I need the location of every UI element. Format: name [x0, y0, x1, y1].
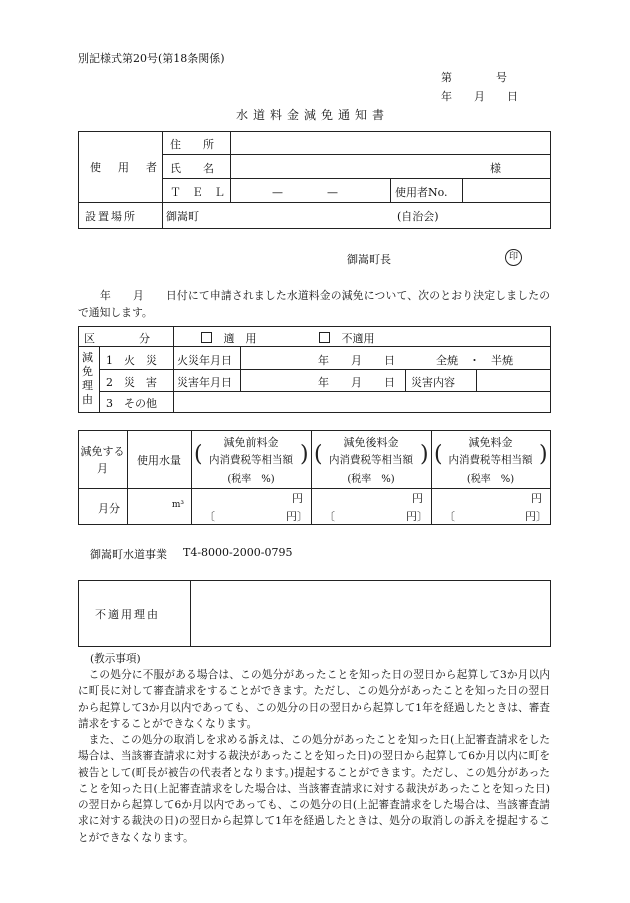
- number-label: 第 号: [441, 71, 507, 84]
- disaster-detail-field[interactable]: [478, 371, 548, 390]
- name-field[interactable]: [236, 155, 486, 177]
- not-applicable-reason-field[interactable]: [194, 583, 547, 643]
- usage-unit: m³: [171, 500, 184, 510]
- location-value: 御嵩町: [166, 210, 199, 223]
- user-no-field[interactable]: [465, 180, 549, 201]
- address-label: 住 所: [170, 138, 214, 151]
- other-field[interactable]: [176, 393, 548, 411]
- applicable-label: 適 用: [223, 332, 257, 345]
- not-applicable-checkbox[interactable]: [319, 332, 330, 343]
- notice-paragraph-1: この処分に不服がある場合は、この処分があったことを知った日の翌日から起算して3か月以内に町長に対して審査請求をすることができます。ただし、この処分があったことを知った日の翌日から起算して3か月以内であっても、この処分の日の翌日から起算して1年を経過したときは、審査請求をすることができなくなります。: [78, 669, 550, 730]
- reduction-tax-rate-label: (税率 %): [466, 474, 515, 485]
- name-label: 氏 名: [170, 162, 214, 175]
- user-no-label: 使用者No.: [395, 186, 448, 199]
- tel-field[interactable]: — —: [272, 186, 338, 199]
- business-reg-no: T4-8000-2000-0795: [183, 546, 293, 559]
- notice-paragraph-2: また、この処分の取消しを求める訴えは、この処分があったことを知った日(上記審査請求をした場合は、当該審査請求に対する裁決があったことを知った日)の翌日から起算して6か月以内に町を被告として(町長が被告の代表者となります。)提起することができます。ただし、この処分があったことを知った日(上記審査請求をした場合は、当該審査請求に対する裁決があったことを知った日)の翌日から起算して6か月以内であっても、この処分の日(上記審査請求をした場合は、当該審査請求に対する裁決の日)の翌日から起算して1年を経過したときは、処分の取消しの訴えを提起することができなくなります。: [78, 734, 550, 844]
- reduction-tax-yen[interactable]: 円〕: [525, 510, 547, 523]
- fire-burn-type[interactable]: 全焼 ・ 半焼: [436, 354, 513, 367]
- address-field[interactable]: [236, 132, 548, 153]
- after-tax-bracket-open: 〔: [324, 510, 335, 523]
- intro-text: 年 月 日付にて申請されました水道料金の減免について、次のとおり決定しましたので通知します。: [78, 289, 550, 319]
- form-id: 別記様式第20号(第18条関係): [78, 52, 225, 65]
- seal-stamp: 印: [505, 249, 522, 266]
- after-tax-yen[interactable]: 円〕: [406, 510, 428, 523]
- business-name: 御嵩町水道事業: [90, 548, 167, 561]
- after-tax-amount-label: 内消費税等相当額: [329, 454, 413, 466]
- date-label: 年 月 日: [441, 90, 518, 103]
- before-tax-bracket-open: 〔: [204, 510, 215, 523]
- kubun-label: 区 分: [84, 332, 150, 345]
- after-fee-title: 減免後料金: [343, 436, 399, 449]
- not-applicable-option[interactable]: [319, 330, 375, 346]
- location-label: 設置場所: [85, 210, 137, 223]
- disaster-date[interactable]: 年 月 日: [318, 376, 395, 389]
- autonomy-label: (自治会): [397, 210, 439, 223]
- reduction-fee-yen[interactable]: 円: [531, 492, 542, 505]
- not-applicable-label: 不適用: [341, 332, 375, 345]
- not-applicable-reason-label: 不適用理由: [95, 608, 160, 621]
- notice-heading: (教示事項): [90, 653, 141, 665]
- after-tax-rate-label: (税率 %): [347, 474, 395, 485]
- month-unit: 月分: [98, 502, 120, 515]
- before-fee-yen[interactable]: 円: [292, 492, 303, 505]
- page-title: 水道料金減免通知書: [236, 108, 390, 122]
- disaster-label: 2 災 害: [106, 376, 157, 389]
- other-label: 3 その他: [106, 397, 157, 410]
- disaster-detail-label: 災害内容: [411, 376, 455, 389]
- sama-label: 様: [490, 162, 501, 175]
- reduction-fee-title: 減免料金: [468, 436, 513, 449]
- disaster-date-label: 災害年月日: [177, 376, 232, 389]
- fire-label: 1 火 災: [106, 354, 157, 367]
- fire-date-label: 火災年月日: [177, 354, 232, 367]
- applicable-option[interactable]: [201, 330, 257, 346]
- after-fee-yen[interactable]: 円: [412, 492, 423, 505]
- before-tax-amount-label: 内消費税等相当額: [209, 454, 293, 466]
- usage-label: 使用水量: [137, 454, 181, 467]
- fire-date[interactable]: 年 月 日: [318, 354, 395, 367]
- month-label: 減免する月: [80, 445, 125, 475]
- tel-label: Ｔ Ｅ Ｌ: [170, 186, 225, 199]
- reduction-tax-amount-label: 内消費税等相当額: [448, 454, 533, 466]
- user-label: 使 用 者: [90, 161, 160, 174]
- reduction-tax-bracket-open: 〔: [444, 510, 455, 523]
- before-fee-title: 減免前料金: [223, 436, 279, 449]
- before-tax-yen[interactable]: 円〕: [286, 510, 308, 523]
- applicable-checkbox[interactable]: [201, 332, 212, 343]
- reason-label: 減免理由: [82, 351, 93, 406]
- mayor-label: 御嵩町長: [347, 253, 391, 266]
- before-tax-rate-label: (税率 %): [227, 474, 275, 485]
